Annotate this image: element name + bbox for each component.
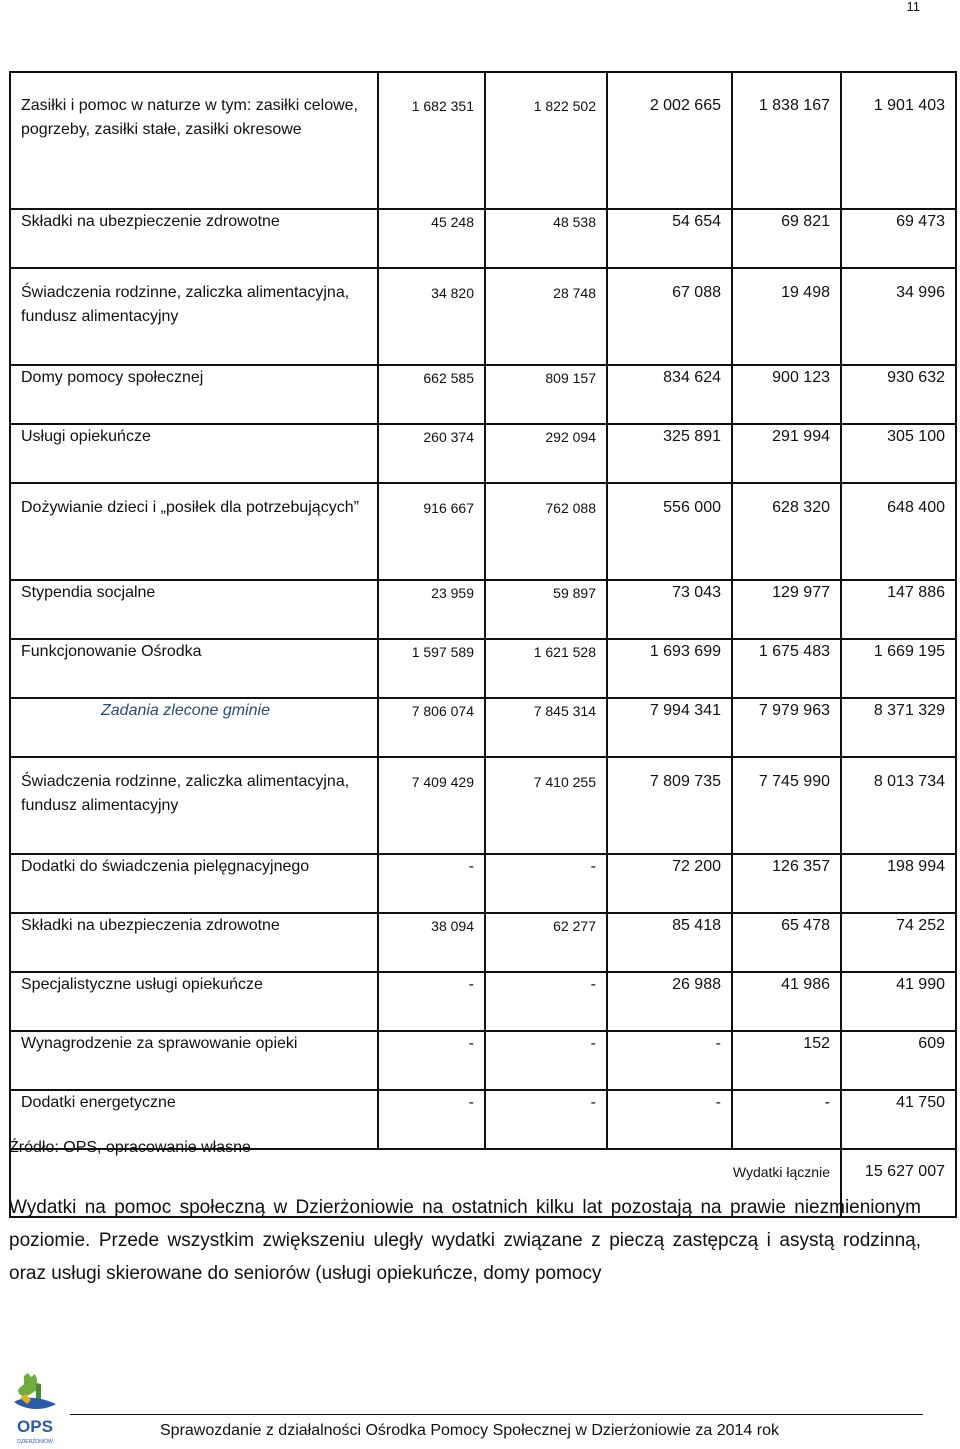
table-row	[10, 424, 956, 483]
cell-value: -	[607, 1090, 732, 1149]
cell-value: 41 986	[732, 972, 841, 1031]
row-label: Dodatki do świadczenia pielęgnacyjnego	[10, 854, 378, 913]
cell-value: 1 675 483	[732, 639, 841, 698]
cell-value: -	[485, 1090, 607, 1149]
table-source: Źródło: OPS, opracowanie własne	[9, 1139, 251, 1156]
cell-value: 628 320	[732, 483, 841, 580]
row-label: Domy pomocy społecznej	[10, 365, 378, 424]
row-label: Składki na ubezpieczenia zdrowotne	[10, 913, 378, 972]
cell-value: 85 418	[607, 913, 732, 972]
cell-value: 126 357	[732, 854, 841, 913]
table-row	[10, 639, 956, 698]
cell-value: 73 043	[607, 580, 732, 639]
row-label: Funkcjonowanie Ośrodka	[10, 639, 378, 698]
cell-value: 2 002 665	[607, 72, 732, 209]
cell-value: -	[378, 1090, 485, 1149]
cell-value: 7 806 074	[378, 698, 485, 757]
cell-value: -	[732, 1090, 841, 1149]
cell-value: 609	[841, 1031, 956, 1090]
cell-value: 198 994	[841, 854, 956, 913]
cell-value: 1 621 528	[485, 639, 607, 698]
cell-value: 67 088	[607, 268, 732, 365]
cell-value: 292 094	[485, 424, 607, 483]
cell-value: 62 277	[485, 913, 607, 972]
cell-value: 69 473	[841, 209, 956, 268]
cell-value: 305 100	[841, 424, 956, 483]
cell-value: 1 597 589	[378, 639, 485, 698]
table-row	[10, 268, 956, 365]
cell-value: -	[485, 1031, 607, 1090]
cell-value: 1 682 351	[378, 72, 485, 209]
cell-value: 59 897	[485, 580, 607, 639]
table-row	[10, 365, 956, 424]
table-row	[10, 209, 956, 268]
cell-value: 129 977	[732, 580, 841, 639]
cell-value: 1 669 195	[841, 639, 956, 698]
cell-value: 65 478	[732, 913, 841, 972]
cell-value: 7 410 255	[485, 757, 607, 854]
cell-value: -	[485, 972, 607, 1031]
cell-value: 325 891	[607, 424, 732, 483]
row-label: Wynagrodzenie za sprawowanie opieki	[10, 1031, 378, 1090]
cell-value: 19 498	[732, 268, 841, 365]
cell-value: 74 252	[841, 913, 956, 972]
table-row	[10, 913, 956, 972]
cell-value: -	[485, 854, 607, 913]
table-row	[10, 483, 956, 580]
page-number: 11	[906, 0, 920, 14]
cell-value: 8 371 329	[841, 698, 956, 757]
cell-value: 7 409 429	[378, 757, 485, 854]
cell-value: 41 750	[841, 1090, 956, 1149]
footer-divider	[70, 1414, 923, 1415]
logo-subtext: DZIERŻONIÓW	[17, 1439, 53, 1445]
table-row	[10, 757, 956, 854]
ops-logo	[10, 1372, 60, 1448]
cell-value: 260 374	[378, 424, 485, 483]
cell-value: -	[378, 1031, 485, 1090]
section-label: Zadania zlecone gminie	[10, 698, 378, 757]
cell-value: -	[378, 854, 485, 913]
cell-value: 834 624	[607, 365, 732, 424]
logo-text: OPS	[17, 1417, 53, 1436]
footer-text: Sprawozdanie z działalności Ośrodka Pomocy Społecznej w Dzierżoniowie za 2014 rok	[160, 1422, 779, 1439]
row-label: Dodatki energetyczne	[10, 1090, 378, 1149]
row-label: Składki na ubezpieczenie zdrowotne	[10, 209, 378, 268]
body-paragraph: Wydatki na pomoc społeczną w Dzierżoniowie na ostatnich kilku lat pozostają na prawie niezmienionym poziomie. Przede wszystkim zwiększeniu uległy wydatki związane z pieczą zastępczą i asystą rodzinną, oraz usługi skierowane do seniorów (usługi opiekuńcze, domy pomocy	[9, 1197, 921, 1284]
cell-value: 762 088	[485, 483, 607, 580]
table-row	[10, 1031, 956, 1090]
cell-value: 8 013 734	[841, 757, 956, 854]
row-label: Usługi opiekuńcze	[10, 424, 378, 483]
cell-value: 38 094	[378, 913, 485, 972]
cell-value: 147 886	[841, 580, 956, 639]
cell-value: 72 200	[607, 854, 732, 913]
cell-value: 291 994	[732, 424, 841, 483]
cell-value: 916 667	[378, 483, 485, 580]
row-label: Dożywianie dzieci i „posiłek dla potrzebujących”	[10, 483, 378, 580]
cell-value: 1 822 502	[485, 72, 607, 209]
table-row	[10, 698, 956, 757]
table-row	[10, 972, 956, 1031]
table-row	[10, 580, 956, 639]
row-label: Specjalistyczne usługi opiekuńcze	[10, 972, 378, 1031]
total-label: Wydatki łącznie	[10, 1149, 841, 1217]
cell-value: 34 820	[378, 268, 485, 365]
cell-value: 23 959	[378, 580, 485, 639]
row-label: Świadczenia rodzinne, zaliczka alimentacyjna, fundusz alimentacyjny	[10, 757, 378, 854]
cell-value: 48 538	[485, 209, 607, 268]
cell-value: 7 979 963	[732, 698, 841, 757]
row-label: Zasiłki i pomoc w naturze w tym: zasiłki celowe, pogrzeby, zasiłki stałe, zasiłki okresowe	[10, 72, 378, 209]
row-label: Stypendia socjalne	[10, 580, 378, 639]
row-label: Świadczenia rodzinne, zaliczka alimentacyjna, fundusz alimentacyjny	[10, 268, 378, 365]
cell-value: 152	[732, 1031, 841, 1090]
cell-value: 34 996	[841, 268, 956, 365]
cell-value: 556 000	[607, 483, 732, 580]
cell-value: 54 654	[607, 209, 732, 268]
cell-value: 1 901 403	[841, 72, 956, 209]
cell-value: 7 745 990	[732, 757, 841, 854]
cell-value: 28 748	[485, 268, 607, 365]
cell-value: 662 585	[378, 365, 485, 424]
table-row	[10, 854, 956, 913]
expenditure-table	[9, 71, 957, 1218]
cell-value: 1 838 167	[732, 72, 841, 209]
cell-value: 930 632	[841, 365, 956, 424]
table-row	[10, 72, 956, 209]
cell-value: 900 123	[732, 365, 841, 424]
cell-value: -	[378, 972, 485, 1031]
cell-value: 45 248	[378, 209, 485, 268]
cell-value: 7 994 341	[607, 698, 732, 757]
cell-value: 809 157	[485, 365, 607, 424]
cell-value: -	[607, 1031, 732, 1090]
total-value: 15 627 007	[841, 1149, 956, 1217]
cell-value: 69 821	[732, 209, 841, 268]
cell-value: 26 988	[607, 972, 732, 1031]
cell-value: 41 990	[841, 972, 956, 1031]
cell-value: 648 400	[841, 483, 956, 580]
cell-value: 1 693 699	[607, 639, 732, 698]
cell-value: 7 845 314	[485, 698, 607, 757]
cell-value: 7 809 735	[607, 757, 732, 854]
